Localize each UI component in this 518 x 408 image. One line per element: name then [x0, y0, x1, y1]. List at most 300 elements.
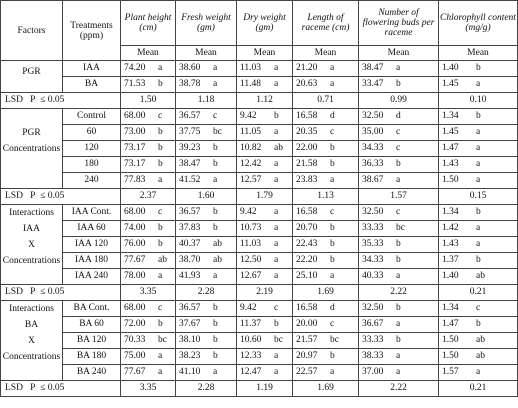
mean-value: 70.33: [124, 335, 146, 345]
lsd-row: [1, 285, 518, 301]
significance-letter: a: [476, 175, 481, 185]
significance-letter: a: [274, 175, 279, 185]
significance-letter: a: [476, 127, 481, 137]
mean-value: 12.67: [240, 271, 262, 281]
factor-cell: Interactions: [1, 301, 63, 317]
value-cell: [237, 269, 293, 285]
significance-letter: a: [274, 271, 279, 281]
mean-value: 37.75: [179, 127, 201, 137]
significance-letter: c: [476, 303, 481, 313]
mean-value: 36.57: [179, 111, 201, 121]
mean-value: 74.20: [124, 63, 146, 73]
factor-cell: BA: [1, 317, 63, 333]
significance-letter: c: [158, 111, 163, 121]
significance-letter: b: [274, 111, 279, 121]
mean-value: 20.97: [296, 351, 318, 361]
value-cell: [359, 77, 439, 93]
lsd-value: 1.79: [237, 189, 293, 205]
mean-value: 77.83: [124, 175, 146, 185]
value-cell: [439, 61, 518, 77]
mean-label: Mean: [439, 46, 518, 61]
lsd-value: 0.99: [359, 93, 439, 109]
lsd-label: LSD P ≤ 0.05: [1, 189, 121, 205]
value-cell: [359, 333, 439, 349]
significance-letter: b: [476, 255, 481, 265]
value-cell: [293, 173, 359, 189]
value-cell: [176, 173, 237, 189]
significance-letter: a: [158, 351, 163, 361]
significance-letter: b: [330, 159, 335, 169]
value-cell: [293, 205, 359, 221]
significance-letter: b: [330, 143, 335, 153]
significance-letter: a: [213, 175, 218, 185]
factor-cell: [1, 173, 63, 189]
lsd-value: 1.13: [293, 189, 359, 205]
significance-letter: ab: [213, 255, 222, 265]
significance-letter: b: [476, 63, 481, 73]
header-raceme-length: Length of raceme (cm): [293, 1, 359, 46]
lsd-label: LSD P ≤ 0.05: [1, 93, 121, 109]
table-row: [1, 109, 518, 125]
lsd-value: 0.10: [439, 93, 518, 109]
mean-value: 21.58: [296, 159, 318, 169]
mean-value: 21.57: [296, 335, 318, 345]
mean-value: 41.93: [179, 271, 201, 281]
mean-value: 41.52: [179, 175, 201, 185]
lsd-value: 1.18: [176, 93, 237, 109]
mean-value: 1.43: [442, 239, 459, 249]
value-cell: [439, 173, 518, 189]
value-cell: [121, 157, 176, 173]
mean-value: 38.70: [179, 255, 201, 265]
treatment-cell: IAA 60: [63, 221, 121, 237]
significance-letter: ab: [274, 143, 283, 153]
value-cell: [121, 317, 176, 333]
value-cell: [293, 109, 359, 125]
significance-letter: d: [330, 111, 335, 121]
significance-letter: b: [396, 79, 401, 89]
significance-letter: b: [158, 239, 163, 249]
mean-value: 1.40: [442, 271, 459, 281]
significance-letter: d: [330, 303, 335, 313]
significance-letter: a: [396, 367, 401, 377]
significance-letter: a: [396, 351, 401, 361]
significance-letter: a: [274, 223, 279, 233]
value-cell: [293, 365, 359, 381]
lsd-value: 0.21: [439, 381, 518, 397]
table-row: [1, 157, 518, 173]
mean-label: Mean: [293, 46, 359, 61]
value-cell: [359, 317, 439, 333]
mean-value: 1.47: [442, 319, 459, 329]
significance-letter: a: [274, 239, 279, 249]
significance-letter: bc: [330, 335, 339, 345]
value-cell: [121, 109, 176, 125]
header-fresh-weight: Fresh weight (gm): [176, 1, 237, 46]
value-cell: [439, 125, 518, 141]
significance-letter: b: [476, 319, 481, 329]
mean-value: 25.10: [296, 271, 318, 281]
significance-letter: b: [274, 319, 279, 329]
mean-value: 38.60: [179, 63, 201, 73]
treatment-cell: 180: [63, 157, 121, 173]
mean-value: 38.33: [362, 351, 384, 361]
value-cell: [439, 77, 518, 93]
significance-letter: a: [330, 175, 335, 185]
mean-value: 1.40: [442, 63, 459, 73]
value-cell: [237, 61, 293, 77]
significance-letter: b: [330, 255, 335, 265]
significance-letter: a: [158, 63, 163, 73]
significance-letter: a: [476, 159, 481, 169]
significance-letter: a: [274, 255, 279, 265]
mean-value: 68.00: [124, 303, 146, 313]
mean-value: 73.17: [124, 143, 146, 153]
value-cell: [237, 109, 293, 125]
lsd-value: 2.19: [237, 285, 293, 301]
table-row: [1, 333, 518, 349]
value-cell: [439, 365, 518, 381]
value-cell: [359, 61, 439, 77]
significance-letter: ab: [213, 239, 222, 249]
significance-letter: b: [213, 335, 218, 345]
mean-value: 1.43: [442, 159, 459, 169]
mean-value: 10.73: [240, 223, 262, 233]
table-row: [1, 237, 518, 253]
significance-letter: a: [476, 367, 481, 377]
significance-letter: b: [158, 127, 163, 137]
value-cell: [439, 157, 518, 173]
significance-letter: b: [213, 207, 218, 217]
mean-value: 12.57: [240, 175, 262, 185]
mean-value: 38.47: [179, 159, 201, 169]
mean-value: 12.42: [240, 159, 262, 169]
mean-value: 16.58: [296, 207, 318, 217]
factor-cell: PGR: [1, 125, 63, 141]
value-cell: [293, 157, 359, 173]
significance-letter: b: [158, 319, 163, 329]
value-cell: [176, 221, 237, 237]
value-cell: [176, 253, 237, 269]
significance-letter: b: [330, 239, 335, 249]
value-cell: [237, 77, 293, 93]
mean-value: 32.50: [362, 111, 384, 121]
lsd-label: LSD P ≤ 0.05: [1, 285, 121, 301]
table-row: [1, 365, 518, 381]
header-chlorophyll: Chlorophyll content (mg/g): [439, 1, 518, 46]
value-cell: [121, 205, 176, 221]
value-cell: [359, 237, 439, 253]
value-cell: [121, 301, 176, 317]
mean-value: 9.42: [240, 111, 257, 121]
significance-letter: b: [396, 255, 401, 265]
significance-letter: b: [213, 319, 218, 329]
significance-letter: c: [213, 111, 218, 121]
table-row: [1, 61, 518, 77]
value-cell: [176, 109, 237, 125]
value-cell: [176, 237, 237, 253]
significance-letter: c: [396, 207, 401, 217]
significance-letter: b: [158, 223, 163, 233]
value-cell: [359, 269, 439, 285]
table-row: [1, 317, 518, 333]
significance-letter: ab: [158, 255, 167, 265]
value-cell: [176, 269, 237, 285]
mean-value: 22.57: [296, 367, 318, 377]
mean-value: 20.70: [296, 223, 318, 233]
significance-letter: c: [330, 207, 335, 217]
significance-letter: b: [396, 335, 401, 345]
table-row: [1, 301, 518, 317]
significance-letter: a: [274, 367, 279, 377]
significance-letter: c: [274, 303, 279, 313]
mean-value: 1.50: [442, 175, 459, 185]
mean-value: 32.50: [362, 207, 384, 217]
value-cell: [121, 253, 176, 269]
treatment-cell: BA Cont.: [63, 301, 121, 317]
mean-value: 41.10: [179, 367, 201, 377]
mean-value: 76.00: [124, 239, 146, 249]
mean-value: 1.45: [442, 79, 459, 89]
value-cell: [439, 221, 518, 237]
significance-letter: a: [213, 63, 218, 73]
significance-letter: b: [476, 207, 481, 217]
value-cell: [121, 173, 176, 189]
value-cell: [439, 269, 518, 285]
significance-letter: a: [274, 159, 279, 169]
value-cell: [237, 317, 293, 333]
mean-value: 12.50: [240, 255, 262, 265]
significance-letter: b: [396, 159, 401, 169]
significance-letter: a: [330, 63, 335, 73]
lsd-value: 2.28: [176, 381, 237, 397]
value-cell: [176, 365, 237, 381]
value-cell: [176, 125, 237, 141]
significance-letter: a: [274, 79, 279, 89]
value-cell: [237, 173, 293, 189]
header-flowering-buds: Number of flowering buds per raceme: [359, 1, 439, 46]
mean-value: 22.20: [296, 255, 318, 265]
mean-value: 1.34: [442, 111, 459, 121]
mean-value: 1.47: [442, 143, 459, 153]
factor-cell: [1, 77, 63, 93]
mean-label: Mean: [121, 46, 176, 61]
mean-value: 20.35: [296, 127, 318, 137]
lsd-value: 1.69: [293, 285, 359, 301]
mean-value: 12.33: [240, 351, 262, 361]
significance-letter: b: [213, 143, 218, 153]
significance-letter: b: [476, 111, 481, 121]
value-cell: [359, 301, 439, 317]
value-cell: [121, 125, 176, 141]
significance-letter: a: [158, 175, 163, 185]
treatment-cell: IAA 240: [63, 269, 121, 285]
value-cell: [237, 141, 293, 157]
value-cell: [237, 333, 293, 349]
significance-letter: a: [274, 127, 279, 137]
mean-value: 34.33: [362, 143, 384, 153]
mean-value: 77.67: [124, 255, 146, 265]
lsd-value: 3.35: [121, 381, 176, 397]
treatment-cell: IAA: [63, 61, 121, 77]
value-cell: [439, 237, 518, 253]
header-dry-weight: Dry weight (gm): [237, 1, 293, 46]
mean-value: 36.67: [362, 319, 384, 329]
value-cell: [439, 205, 518, 221]
mean-value: 36.57: [179, 303, 201, 313]
factor-cell: IAA: [1, 221, 63, 237]
significance-letter: c: [330, 127, 335, 137]
mean-value: 38.78: [179, 79, 201, 89]
significance-letter: b: [158, 159, 163, 169]
value-cell: [359, 141, 439, 157]
mean-value: 35.00: [362, 127, 384, 137]
mean-value: 71.53: [124, 79, 146, 89]
factor-cell: [1, 269, 63, 285]
value-cell: [439, 333, 518, 349]
mean-value: 20.00: [296, 319, 318, 329]
table-row: [1, 221, 518, 237]
lsd-label: LSD P ≤ 0.05: [1, 381, 121, 397]
mean-value: 10.60: [240, 335, 262, 345]
significance-letter: b: [158, 79, 163, 89]
mean-value: 36.57: [179, 207, 201, 217]
treatment-cell: BA 240: [63, 365, 121, 381]
lsd-row: [1, 93, 518, 109]
mean-value: 40.37: [179, 239, 201, 249]
treatment-cell: 240: [63, 173, 121, 189]
significance-letter: ab: [476, 335, 485, 345]
mean-value: 33.47: [362, 79, 384, 89]
mean-value: 21.20: [296, 63, 318, 73]
significance-letter: a: [396, 175, 401, 185]
factor-cell: X: [1, 333, 63, 349]
significance-letter: c: [330, 319, 335, 329]
value-cell: [293, 125, 359, 141]
lsd-value: 1.69: [293, 381, 359, 397]
significance-letter: b: [213, 223, 218, 233]
factor-cell: [1, 109, 63, 125]
table-row: [1, 349, 518, 365]
value-cell: [237, 349, 293, 365]
mean-value: 20.63: [296, 79, 318, 89]
mean-value: 1.34: [442, 207, 459, 217]
significance-letter: a: [396, 271, 401, 281]
significance-letter: b: [330, 223, 335, 233]
mean-label: Mean: [359, 46, 439, 61]
treatment-cell: 120: [63, 141, 121, 157]
significance-letter: ab: [476, 271, 485, 281]
factor-cell: Concentrations: [1, 141, 63, 157]
treatment-cell: IAA 120: [63, 237, 121, 253]
significance-letter: a: [213, 79, 218, 89]
value-cell: [293, 333, 359, 349]
mean-value: 68.00: [124, 111, 146, 121]
significance-letter: bc: [274, 335, 283, 345]
treatment-cell: IAA Cont.: [63, 205, 121, 221]
value-cell: [121, 221, 176, 237]
factor-cell: X: [1, 237, 63, 253]
significance-letter: a: [158, 271, 163, 281]
significance-letter: b: [396, 239, 401, 249]
value-cell: [176, 205, 237, 221]
value-cell: [359, 109, 439, 125]
value-cell: [359, 173, 439, 189]
mean-value: 68.00: [124, 207, 146, 217]
value-cell: [237, 157, 293, 173]
significance-letter: a: [396, 63, 401, 73]
mean-value: 40.33: [362, 271, 384, 281]
mean-label: Mean: [176, 46, 237, 61]
significance-letter: c: [158, 207, 163, 217]
treatment-cell: BA 60: [63, 317, 121, 333]
header-factors: Factors: [1, 1, 63, 61]
value-cell: [176, 77, 237, 93]
significance-letter: a: [476, 239, 481, 249]
significance-letter: a: [158, 367, 163, 377]
significance-letter: a: [396, 319, 401, 329]
mean-value: 22.43: [296, 239, 318, 249]
significance-letter: a: [274, 207, 279, 217]
mean-value: 75.00: [124, 351, 146, 361]
value-cell: [237, 253, 293, 269]
mean-value: 78.00: [124, 271, 146, 281]
mean-value: 11.03: [240, 63, 262, 73]
mean-value: 77.67: [124, 367, 146, 377]
value-cell: [293, 221, 359, 237]
table-row: [1, 173, 518, 189]
value-cell: [121, 61, 176, 77]
lsd-row: [1, 381, 518, 397]
value-cell: [176, 157, 237, 173]
value-cell: [121, 237, 176, 253]
significance-letter: bc: [213, 127, 222, 137]
mean-value: 39.23: [179, 143, 201, 153]
mean-value: 37.00: [362, 367, 384, 377]
lsd-value: 2.28: [176, 285, 237, 301]
value-cell: [293, 253, 359, 269]
mean-value: 1.50: [442, 335, 459, 345]
treatment-cell: BA 120: [63, 333, 121, 349]
mean-value: 72.00: [124, 319, 146, 329]
mean-value: 11.05: [240, 127, 262, 137]
value-cell: [176, 333, 237, 349]
mean-value: 1.42: [442, 223, 459, 233]
mean-value: 38.47: [362, 63, 384, 73]
significance-letter: a: [213, 367, 218, 377]
header-plant-height: Plant height (cm): [121, 1, 176, 46]
significance-letter: b: [396, 303, 401, 313]
table-row: [1, 77, 518, 93]
lsd-value: 2.22: [359, 285, 439, 301]
mean-value: 38.67: [362, 175, 384, 185]
mean-value: 73.00: [124, 127, 146, 137]
mean-value: 16.58: [296, 303, 318, 313]
value-cell: [293, 141, 359, 157]
significance-letter: b: [213, 159, 218, 169]
value-cell: [293, 301, 359, 317]
value-cell: [237, 205, 293, 221]
value-cell: [439, 317, 518, 333]
significance-letter: bc: [158, 335, 167, 345]
mean-label: Mean: [237, 46, 293, 61]
mean-value: 9.42: [240, 207, 257, 217]
significance-letter: a: [330, 367, 335, 377]
lsd-value: 0.15: [439, 189, 518, 205]
lsd-value: 1.19: [237, 381, 293, 397]
value-cell: [359, 125, 439, 141]
value-cell: [359, 349, 439, 365]
